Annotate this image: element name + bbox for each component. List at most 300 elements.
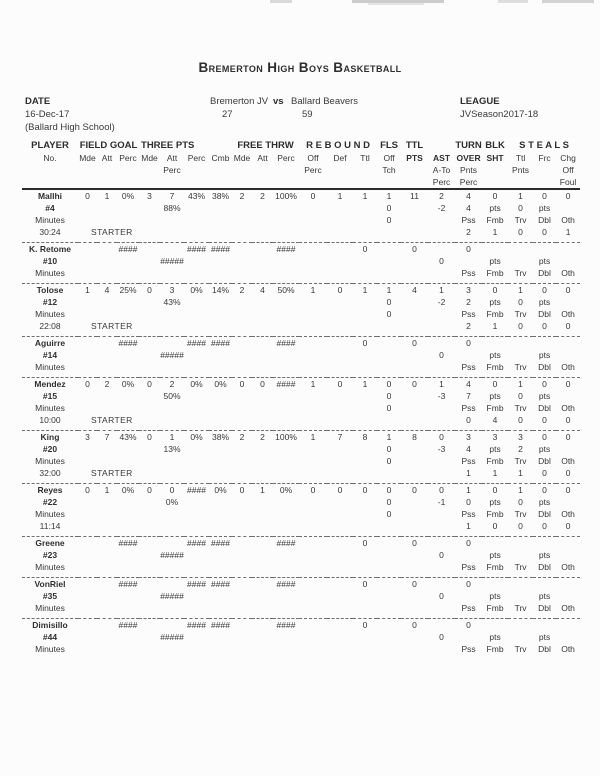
stat-cell: [160, 619, 184, 632]
stat-cell: [184, 402, 209, 414]
stat-cell: [401, 202, 428, 214]
stat-cell: 0: [565, 191, 571, 201]
stat-cell: [353, 549, 377, 561]
stat-cell: [78, 537, 97, 550]
stat-cell: 0: [337, 285, 343, 295]
player-row-minutes: [22, 602, 580, 614]
starter-cell: [78, 520, 97, 532]
stat-cell: [353, 631, 377, 643]
player-row-secondary: [22, 590, 580, 602]
stat-cell: [353, 508, 377, 520]
stat-cell: 50%: [277, 285, 295, 295]
header-cell: [117, 164, 139, 176]
player-row-secondary: [22, 255, 580, 267]
stat-cell: 0: [439, 591, 444, 601]
stat-cell: [139, 578, 160, 591]
stat-cell: [556, 578, 580, 591]
stat-cell: 0: [362, 244, 368, 254]
stat-cell: 3: [147, 191, 152, 201]
stat-cell: [78, 308, 97, 320]
stat-cell: [117, 255, 139, 267]
stat-cell: [139, 226, 160, 238]
stat-cell: 1: [386, 285, 392, 295]
stat-cell: [160, 455, 184, 467]
stat-cell: [401, 320, 428, 332]
stat-cell: [117, 443, 139, 455]
stat-cell: pts: [489, 497, 501, 507]
stat-cell: [327, 226, 353, 238]
stat-cell: [556, 496, 580, 508]
stat-cell: [401, 520, 428, 532]
stat-cell: [209, 214, 232, 226]
starter-cell: STARTER: [91, 321, 133, 331]
stat-cell: [160, 414, 184, 426]
stat-cell: [299, 467, 327, 479]
header-cell: Perc: [428, 176, 455, 189]
stat-cell: [209, 296, 232, 308]
stat-cell: [428, 602, 455, 614]
stat-cell: ####: [187, 338, 206, 348]
stat-cell: 0: [542, 379, 547, 389]
stat-cell: [160, 520, 184, 532]
stat-cell: Oth: [561, 403, 575, 413]
stat-cell: Oth: [561, 562, 575, 572]
stat-cell: 0: [542, 468, 547, 478]
stat-cell: [252, 602, 273, 614]
stat-cell: [209, 520, 232, 532]
stat-cell: [139, 631, 160, 643]
stat-cell: #####: [160, 256, 184, 266]
stat-cell: pts: [538, 391, 551, 401]
stat-cell: [482, 337, 508, 350]
stat-cell: [327, 561, 353, 573]
stat-cell: [273, 631, 299, 643]
stat-cell: [428, 226, 455, 238]
league-value: JVSeason2017-18: [460, 109, 539, 120]
stat-cell: [252, 243, 273, 256]
header-cell: Pnts: [460, 165, 478, 175]
stat-cell: [327, 267, 353, 279]
stat-cell: 0: [466, 579, 471, 589]
player-row-secondary: [22, 549, 580, 561]
minutes-label: Minutes: [35, 309, 65, 319]
stat-cell: [252, 402, 273, 414]
stat-cell: [139, 467, 160, 479]
stat-cell: #####: [160, 632, 184, 642]
minutes-value: 10:00: [39, 415, 61, 425]
stat-cell: [160, 337, 184, 350]
stat-cell: [556, 243, 580, 256]
stat-cell: [556, 349, 580, 361]
stat-cell: Pss: [461, 509, 476, 519]
stat-cell: [377, 337, 401, 350]
stat-cell: [117, 361, 139, 373]
stat-cell: [327, 320, 353, 332]
stat-cell: [252, 361, 273, 373]
stat-cell: [232, 243, 252, 256]
stat-cell: [184, 520, 209, 532]
stat-cell: pts: [489, 444, 501, 454]
stat-cell: ####: [276, 338, 296, 348]
stat-cell: [273, 202, 299, 214]
stat-cell: 0: [565, 485, 571, 495]
stat-cell: [377, 590, 401, 602]
stat-cell: [428, 243, 455, 256]
stat-cell: [78, 267, 97, 279]
stat-cell: [428, 361, 455, 373]
venue: (Ballard High School): [25, 122, 115, 133]
stat-cell: [97, 361, 117, 373]
stat-cell: 0: [386, 379, 392, 389]
stat-cell: [299, 226, 327, 238]
player-number: #12: [42, 297, 58, 307]
stat-cell: [97, 443, 117, 455]
stat-cell: [455, 549, 482, 561]
header-cell: [401, 176, 428, 189]
stat-cell: [428, 643, 455, 655]
stat-cell: [401, 349, 428, 361]
stat-cell: [252, 255, 273, 267]
header-cell: [184, 164, 209, 176]
stat-cell: [556, 443, 580, 455]
stat-cell: [299, 508, 327, 520]
stat-cell: [327, 549, 353, 561]
stat-cell: pts: [489, 632, 501, 642]
stat-cell: 0: [85, 191, 90, 201]
stat-cell: [428, 267, 455, 279]
stat-cell: 0: [518, 203, 523, 213]
stat-cell: ####: [276, 244, 296, 254]
stat-cell: [299, 202, 327, 214]
stat-cell: [209, 631, 232, 643]
stat-cell: [327, 508, 353, 520]
stat-cell: 3: [466, 285, 471, 295]
stat-cell: [327, 590, 353, 602]
header-cell: Ttl: [360, 153, 370, 163]
stat-cell: Fmb: [486, 362, 504, 372]
stat-cell: 0: [386, 485, 392, 495]
stat-cell: [97, 549, 117, 561]
stat-cell: [377, 537, 401, 550]
stat-cell: Trv: [514, 309, 527, 319]
header-cell: [184, 176, 209, 189]
stat-cell: [209, 255, 232, 267]
stat-cell: 0%: [190, 379, 203, 389]
stat-cell: ####: [187, 244, 206, 254]
stat-cell: [97, 255, 117, 267]
stat-cell: 1: [337, 191, 343, 201]
header-cell: [327, 164, 353, 176]
game-meta: [0, 96, 600, 136]
stat-cell: [377, 349, 401, 361]
stat-cell: [184, 390, 209, 402]
stat-cell: [184, 361, 209, 373]
stat-cell: [377, 255, 401, 267]
stat-cell: [139, 643, 160, 655]
stat-cell: Oth: [561, 456, 575, 466]
stat-cell: 0: [362, 538, 368, 548]
home-team: Bremerton JV: [210, 96, 269, 107]
stat-cell: 0: [386, 509, 392, 519]
header-cell: Perc: [277, 153, 295, 163]
stat-cell: [353, 402, 377, 414]
stat-cell: [139, 243, 160, 256]
player-name: Aguirre: [34, 338, 66, 348]
stat-cell: [377, 578, 401, 591]
stat-cell: ####: [276, 620, 296, 630]
stat-cell: 0: [412, 620, 417, 630]
stat-cell: [353, 267, 377, 279]
header-cell: Perc: [455, 176, 482, 189]
player-row-main: [22, 284, 580, 297]
stat-cell: [327, 455, 353, 467]
stat-cell: 100%: [275, 432, 297, 442]
stat-cell: [273, 520, 299, 532]
header-no: No.: [43, 153, 57, 163]
stat-cell: 1: [310, 432, 316, 442]
stat-cell: [299, 520, 327, 532]
header-cell: [252, 164, 273, 176]
stat-cell: [327, 414, 353, 426]
header-cell: [22, 176, 78, 189]
stat-cell: 0: [565, 415, 571, 425]
stat-cell: 0: [386, 391, 392, 401]
stat-cell: [299, 443, 327, 455]
player-number: #15: [42, 391, 58, 401]
stat-cell: [139, 267, 160, 279]
stat-cell: [377, 226, 401, 238]
stat-cell: pts: [538, 497, 551, 507]
stat-cell: [377, 243, 401, 256]
stat-cell: 1: [518, 485, 523, 495]
stat-cell: [184, 349, 209, 361]
stat-cell: ####: [211, 244, 230, 254]
stat-cell: [252, 631, 273, 643]
player-row-minutes: [22, 508, 580, 520]
stat-cell: [327, 243, 353, 256]
stat-cell: [299, 561, 327, 573]
stat-cell: [160, 402, 184, 414]
stat-cell: [556, 549, 580, 561]
stat-cell: 0: [337, 485, 343, 495]
stat-cell: 1: [466, 468, 471, 478]
stat-cell: 0: [386, 497, 392, 507]
stat-cell: [232, 414, 252, 426]
stat-cell: [377, 643, 401, 655]
header-cell: Frc: [538, 153, 551, 163]
stat-cell: [508, 590, 533, 602]
stat-cell: [232, 202, 252, 214]
stat-cell: Pss: [461, 644, 476, 654]
stat-cell: [299, 296, 327, 308]
header-fouls: FLS: [380, 140, 399, 151]
stat-cell: [139, 349, 160, 361]
stat-cell: [556, 337, 580, 350]
stat-cell: 1: [518, 379, 523, 389]
stat-cell: [232, 267, 252, 279]
minutes-label: Minutes: [35, 456, 65, 466]
minutes-label: Minutes: [35, 268, 65, 278]
stat-cell: [299, 414, 327, 426]
stat-cell: [377, 320, 401, 332]
header-cell: Mde: [233, 153, 251, 163]
scan-artifact: [270, 0, 292, 3]
stat-cell: [299, 455, 327, 467]
stat-cell: 3: [169, 285, 175, 295]
stat-cell: [353, 226, 377, 238]
stat-cell: ####: [211, 538, 230, 548]
stat-cell: [209, 226, 232, 238]
stat-cell: 2: [260, 432, 265, 442]
home-score: 27: [222, 109, 233, 120]
stat-cell: [377, 520, 401, 532]
stat-cell: [232, 455, 252, 467]
stat-cell: [252, 349, 273, 361]
stat-cell: 0: [466, 538, 471, 548]
stat-cell: Pss: [461, 309, 476, 319]
stat-cell: Dbl: [538, 509, 551, 519]
stat-cell: [232, 561, 252, 573]
stat-cell: [78, 402, 97, 414]
stat-cell: [232, 402, 252, 414]
stat-cell: [209, 443, 232, 455]
stat-cell: [428, 414, 455, 426]
header-cell: [533, 176, 556, 189]
stat-cell: [252, 455, 273, 467]
header-player: PLAYER: [31, 140, 69, 151]
header-cell: Off: [307, 153, 319, 163]
stat-cell: [252, 467, 273, 479]
header-spacer: [428, 140, 455, 152]
header-blk: BLK: [485, 140, 505, 151]
stat-cell: [232, 443, 252, 455]
stat-cell: [139, 337, 160, 350]
header-cell: [273, 164, 299, 176]
stat-cell: [401, 455, 428, 467]
stat-cell: [232, 255, 252, 267]
stat-cell: [97, 296, 117, 308]
stat-cell: [160, 467, 184, 479]
stat-cell: [160, 578, 184, 591]
minutes-value: 32:00: [39, 468, 61, 478]
stat-cell: 0%: [190, 432, 203, 442]
stat-cell: [117, 643, 139, 655]
stat-cell: pts: [538, 256, 551, 266]
stat-cell: pts: [538, 550, 551, 560]
stat-cell: ####: [118, 538, 138, 548]
player-number: #22: [42, 497, 58, 507]
stat-cell: [401, 402, 428, 414]
player-name: Greene: [35, 538, 65, 548]
stat-cell: [97, 308, 117, 320]
header-rebound: R E B O U N D: [306, 140, 370, 151]
stat-cell: [78, 561, 97, 573]
stat-cell: Fmb: [486, 456, 504, 466]
stat-cell: [78, 361, 97, 373]
stat-cell: 0: [518, 227, 523, 237]
stat-cell: [184, 590, 209, 602]
player-name: Mallhi: [37, 191, 63, 201]
stat-cell: [299, 390, 327, 402]
stat-cell: ####: [276, 538, 296, 548]
stat-cell: [252, 549, 273, 561]
stat-cell: [209, 202, 232, 214]
stat-cell: [97, 496, 117, 508]
stat-cell: [508, 349, 533, 361]
stat-cell: 0: [239, 485, 245, 495]
stat-cell: 0%: [121, 191, 135, 201]
stat-cell: [353, 590, 377, 602]
header-cell: Mde: [141, 153, 158, 163]
stat-cell: 0: [466, 497, 471, 507]
stat-cell: [353, 561, 377, 573]
stat-cell: 0%: [121, 379, 135, 389]
stat-cell: Oth: [561, 268, 575, 278]
stat-cell: [117, 202, 139, 214]
stat-cell: [252, 267, 273, 279]
stat-cell: [299, 619, 327, 632]
stat-cell: [401, 590, 428, 602]
stat-cell: Oth: [561, 362, 575, 372]
stat-cell: 4: [260, 285, 265, 295]
stat-cell: 4: [492, 415, 498, 425]
player-row-main: [22, 537, 580, 550]
player-row-main: [22, 431, 580, 444]
stat-cell: [508, 255, 533, 267]
stat-cell: Oth: [561, 215, 575, 225]
stat-cell: Pss: [461, 603, 476, 613]
player-row-minutes: [22, 214, 580, 226]
stat-cell: [299, 602, 327, 614]
stat-cell: 1: [492, 468, 498, 478]
player-row-secondary: [22, 202, 580, 214]
stat-cell: [97, 402, 117, 414]
minutes-label: Minutes: [35, 403, 65, 413]
stat-cell: [327, 631, 353, 643]
stat-cell: Fmb: [486, 215, 504, 225]
stat-cell: 3: [518, 432, 523, 442]
stat-cell: 100%: [275, 191, 297, 201]
stat-cell: 88%: [163, 203, 181, 213]
stat-cell: [299, 590, 327, 602]
stat-cell: Pss: [461, 456, 476, 466]
stat-cell: [353, 308, 377, 320]
stat-cell: 11: [410, 191, 419, 201]
stat-cell: [160, 561, 184, 573]
stat-cell: [78, 202, 97, 214]
stat-cell: 0: [412, 538, 417, 548]
stat-cell: Fmb: [486, 603, 504, 613]
stat-cell: [232, 226, 252, 238]
header-cell: Ttl: [515, 153, 526, 163]
header-cell: Perc: [304, 165, 322, 175]
vs-label: vs: [273, 96, 284, 107]
stat-cell: [97, 590, 117, 602]
stat-cell: [232, 337, 252, 350]
stat-cell: pts: [489, 591, 501, 601]
stat-cell: [78, 508, 97, 520]
stat-cell: [78, 496, 97, 508]
stat-cell: [209, 561, 232, 573]
stat-cell: [327, 578, 353, 591]
player-row-main: [22, 378, 580, 391]
stat-cell: [299, 643, 327, 655]
stat-cell: Dbl: [538, 603, 551, 613]
stat-cell: [299, 631, 327, 643]
stat-cell: [184, 443, 209, 455]
header-cell: [22, 164, 78, 176]
stat-cell: [401, 508, 428, 520]
